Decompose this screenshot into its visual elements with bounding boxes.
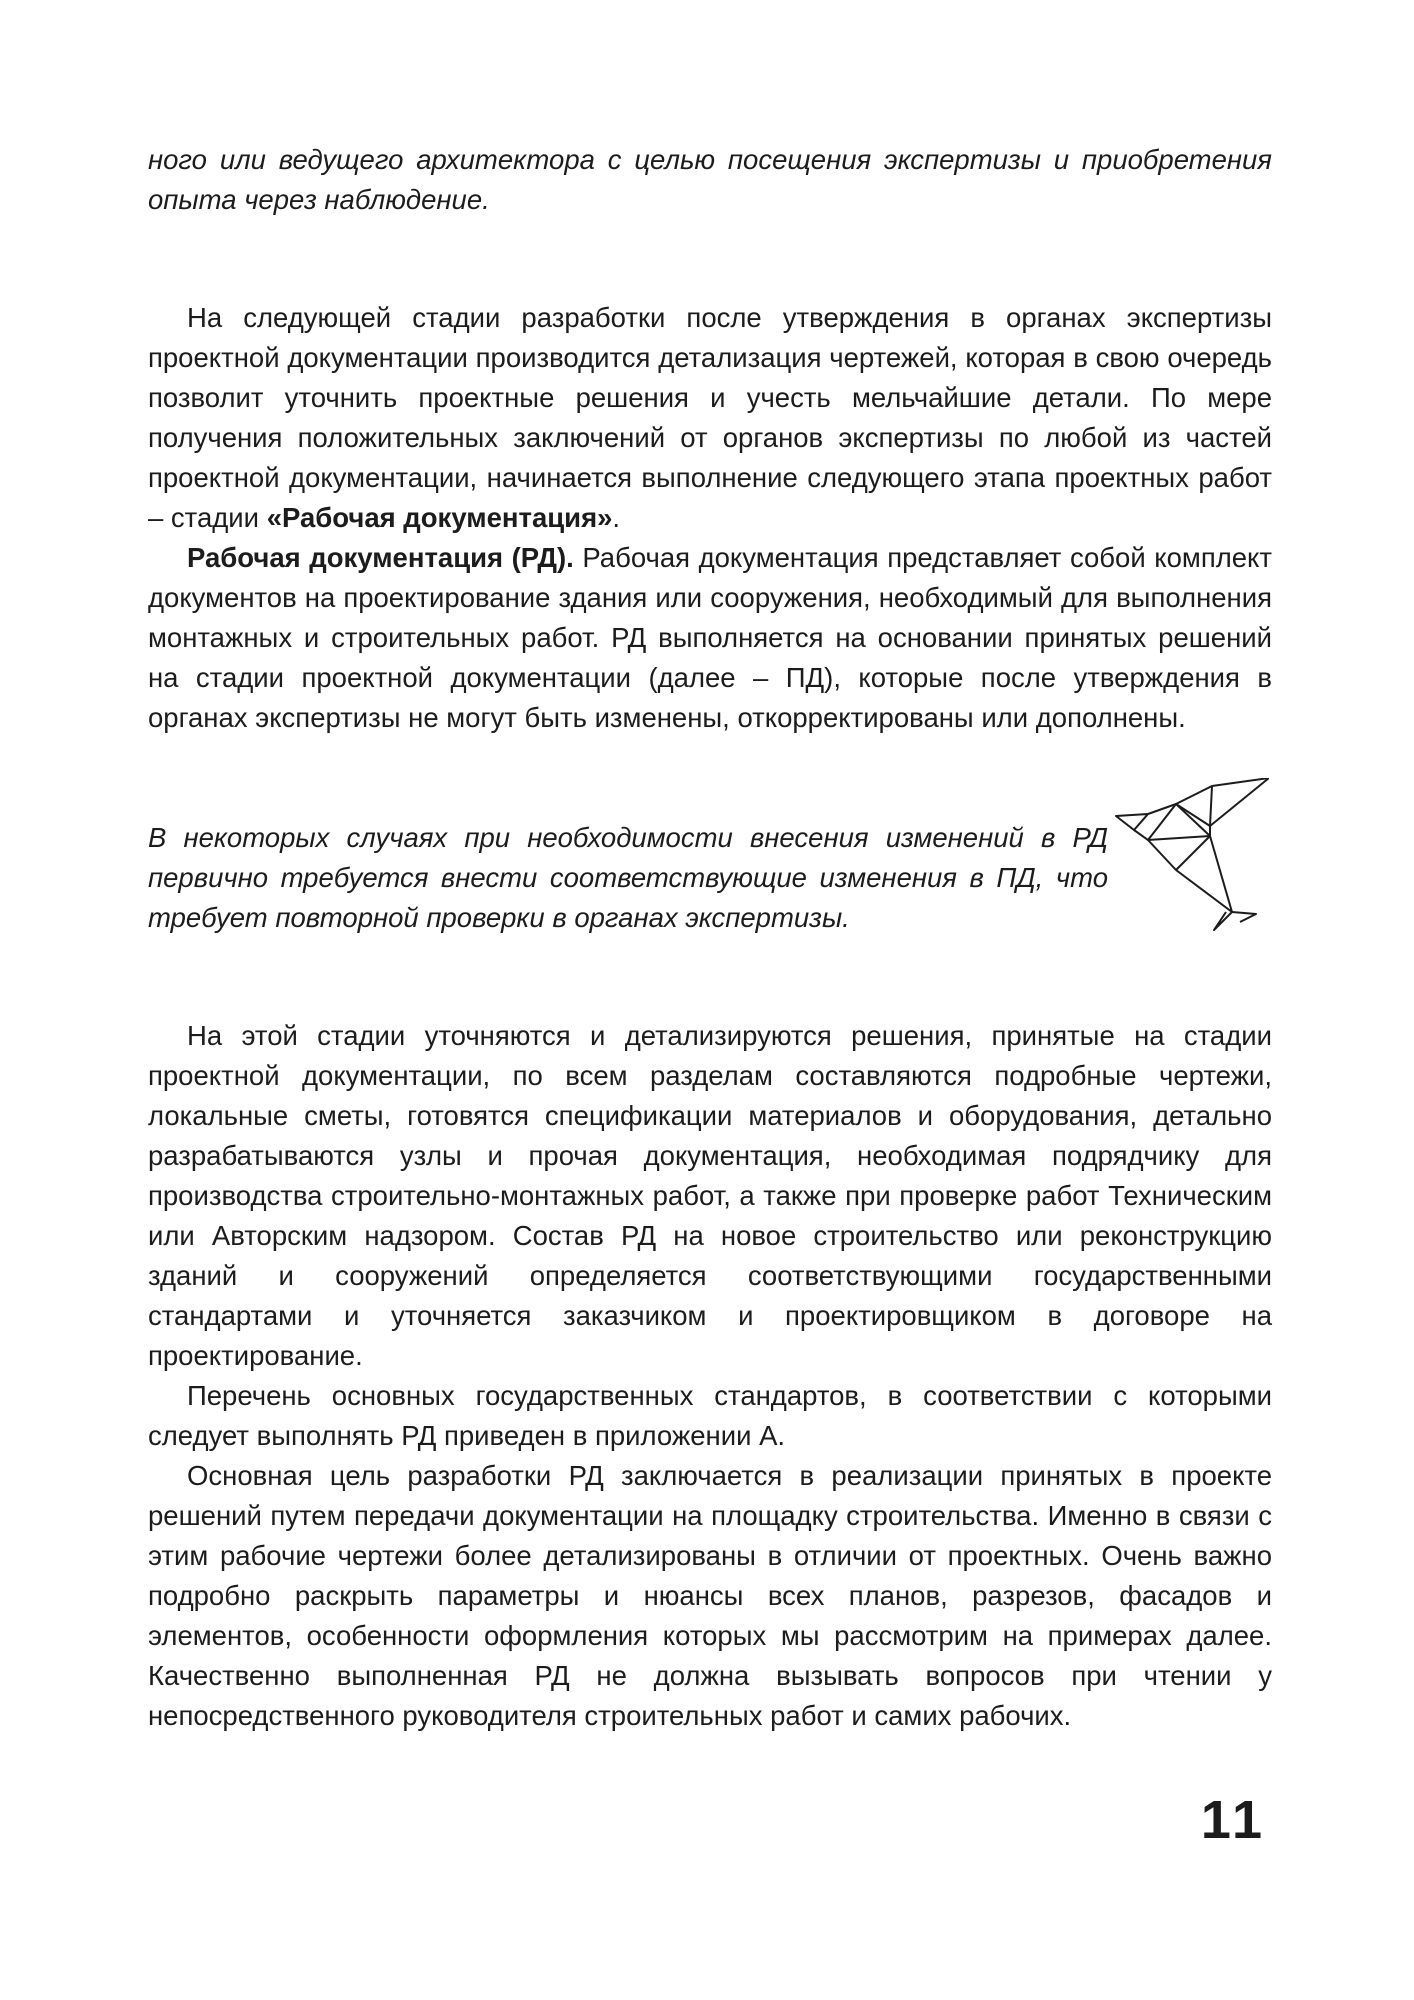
origami-crane-icon (1114, 778, 1269, 933)
rd-stage-bold-term: «Рабочая документация» (266, 502, 613, 533)
standards-paragraph: Перечень основных государственных стандартов, в соответствии с которыми следует выполнять РД приведен в приложении А. (148, 1380, 1272, 1451)
details-paragraph: На этой стадии уточняются и детализируются решения, принятые на стадии проектной документации, по всем разделам составляются подробные чертежи, локальные сметы, готовятся спецификации материалов и оборудования, детально разрабатываются узлы и прочая документация, необходимая подрядчику для производства строительно-монтажных работ, а также при проверке работ Техническим или Авторским надзором. Состав РД на новое строительство или реконструкцию зданий и сооружений определяется соответствующими государственными стандартами и уточняется заказчиком и проектировщиком в договоре на проектирование. (148, 1020, 1272, 1371)
rd-definition-bold-lead: Рабочая документация (РД). (187, 542, 574, 573)
intro-paragraph: ного или ведущего архитектора с целью посещения экспертизы и приобретения опыта через наблюдение. (148, 144, 1272, 215)
page-number: 11 (1200, 1790, 1266, 1850)
rd-stage-text: На следующей стадии разработки после утверждения в органах экспертизы проектной документации производится детализация чертежей, которая в свою очередь позволит уточнить проектные решения и учесть мельчайшие детали. По мере получения положительных заключений от органов экспертизы по любой из частей проектной документации, начинается выполнение следующего этапа проектных работ – стадии (148, 302, 1272, 533)
goal-paragraph: Основная цель разработки РД заключается в реализации принятых в проекте решений путем передачи документации на площадку строительства. Именно в связи с этим рабочие чертежи более детализированы в отличии от проектных. Очень важно подробно раскрыть параметры и нюансы всех планов, разрезов, фасадов и элементов, особенности оформления которых мы рассмотрим на примерах далее. Качественно выполненная РД не должна вызывать вопросов при чтении у непосредственного руководителя строительных работ и самих рабочих. (148, 1460, 1272, 1731)
note-callout (148, 818, 1272, 938)
note-callout-text: В некоторых случаях при необходимости внесения изменений в РД первично требуется внести соответствующие изменения в ПД, что требует повторной проверки в органах экспертизы. (148, 822, 1108, 933)
rd-definition-paragraph (148, 538, 1272, 738)
rd-stage-paragraph (148, 298, 1272, 538)
rd-definition-text: Рабочая документация представляет собой комплект документов на проектирование здания или сооружения, необходимый для выполнения монтажных и строительных работ. РД выполняется на основании принятых решений на стадии проектной документации (далее – ПД), которые после утверждения в органах экспертизы не могут быть изменены, откорректированы или дополнены. (148, 542, 1272, 733)
rd-stage-tail: . (612, 502, 621, 533)
page-body (148, 140, 1272, 1736)
